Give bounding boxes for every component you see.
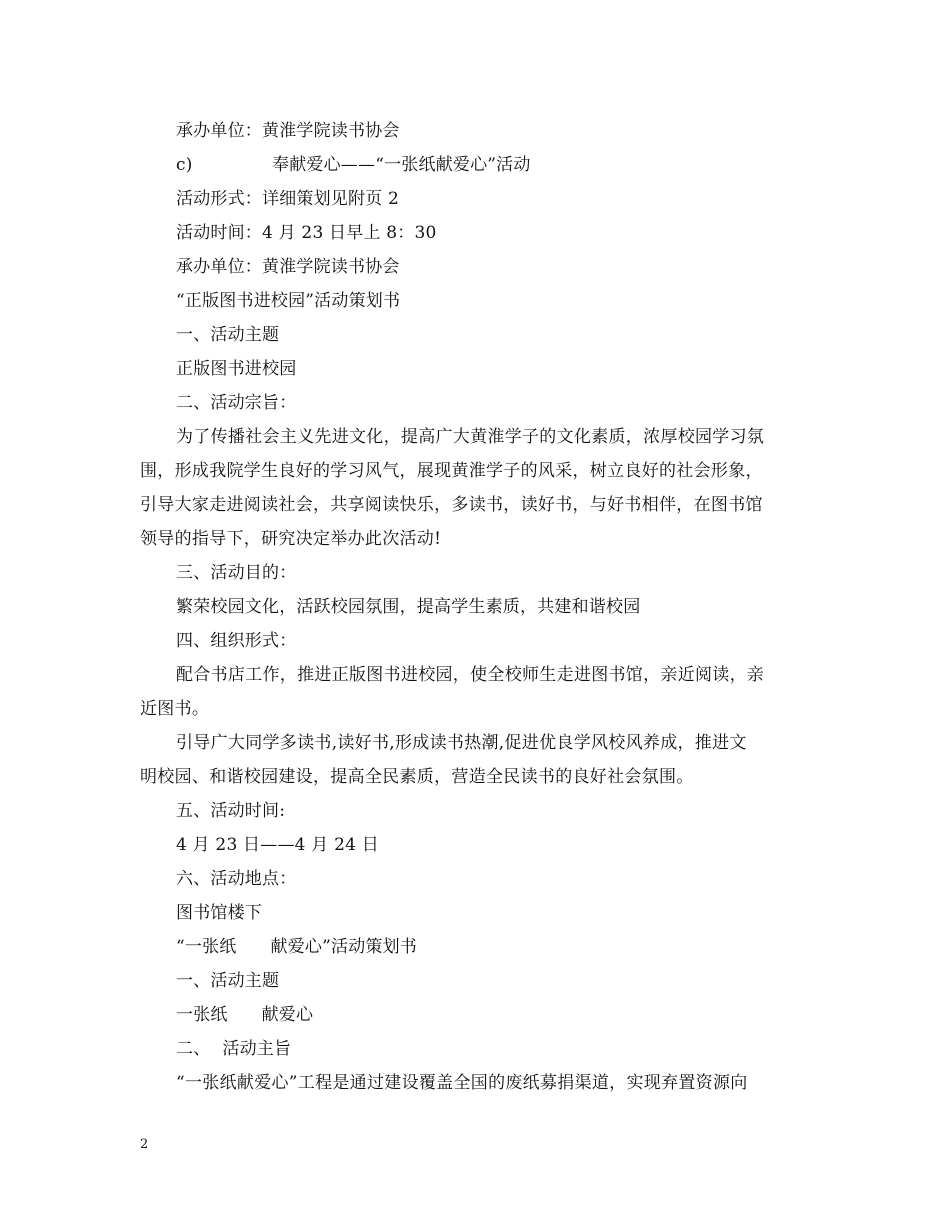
- text-line: 图书馆楼下: [176, 903, 262, 923]
- paragraph: [140, 420, 812, 556]
- text-line: 活动形式：详细策划见附页 2: [176, 189, 400, 209]
- paragraph: [140, 658, 812, 726]
- text-line: 承办单位：黄淮学院读书协会: [176, 121, 400, 141]
- text-line: 繁荣校园文化，活跃校园氛围，提高学生素质，共建和谐校园: [176, 597, 641, 617]
- text-part: 献爱心: [261, 1005, 314, 1025]
- text-line: [140, 148, 812, 182]
- text-line: 承办单位：黄淮学院读书协会: [176, 257, 400, 277]
- heading-text: 活动主旨: [222, 1039, 292, 1059]
- section-heading: 二、活动宗旨：: [176, 393, 297, 413]
- text-line: 4 月 23 日——4 月 24 日: [176, 835, 379, 855]
- document-title: [140, 930, 812, 964]
- paragraph-line: 引导大家走进阅读社会，共享阅读快乐，多读书，读好书，与好书相伴，在图书馆: [140, 495, 763, 515]
- paragraph-line: 领导的指导下，研究决定举办此次活动!: [140, 529, 442, 549]
- text-line: 正版图书进校园: [176, 359, 297, 379]
- paragraph-line: 配合书店工作，推进正版图书进校园，使全校师生走进图书馆，亲近阅读，亲: [176, 665, 765, 685]
- paragraph-line: 围，形成我院学生良好的学习风气，展现黄淮学子的风采，树立良好的社会形象，: [140, 461, 763, 481]
- section-heading: 三、活动目的：: [176, 563, 297, 583]
- section-heading: 奉献爱心——“一张纸献爱心”活动: [272, 155, 531, 175]
- document-body: [140, 114, 812, 1100]
- heading-number: 二、: [176, 1039, 211, 1059]
- paragraph-line: “一张纸献爱心”工程是通过建设覆盖全国的废纸募捐渠道，实现弃置资源向: [176, 1073, 748, 1093]
- paragraph-line: 明校园、和谐校园建设，提高全民素质，营造全民读书的良好社会氛围。: [140, 767, 694, 787]
- text-line: 活动时间：4 月 23 日早上 8：30: [176, 223, 437, 243]
- paragraph-line: 引导广大同学多读书,读好书,形成读书热潮,促进优良学风校风养成，推进文: [176, 733, 747, 753]
- page-number: 2: [140, 1137, 149, 1152]
- section-heading: 一、活动主题: [176, 325, 280, 345]
- section-heading: 一、活动主题: [176, 971, 280, 991]
- text-part: 一张纸: [176, 1005, 228, 1025]
- section-heading: [140, 1032, 812, 1066]
- section-heading: 五、活动时间:: [176, 801, 286, 821]
- paragraph: [140, 1066, 812, 1100]
- document-title: “正版图书进校园”活动策划书: [176, 291, 401, 311]
- section-heading: 六、活动地点：: [176, 869, 297, 889]
- paragraph-line: 近图书。: [140, 699, 210, 719]
- title-part: 献爱心”活动策划书: [270, 937, 417, 957]
- paragraph-line: 为了传播社会主义先进文化，提高广大黄淮学子的文化素质，浓厚校园学习氛: [176, 427, 765, 447]
- list-marker: c): [176, 155, 193, 175]
- title-part: “一张纸: [176, 937, 237, 957]
- text-line: [140, 998, 812, 1032]
- paragraph: [140, 726, 812, 794]
- section-heading: 四、组织形式：: [176, 631, 297, 651]
